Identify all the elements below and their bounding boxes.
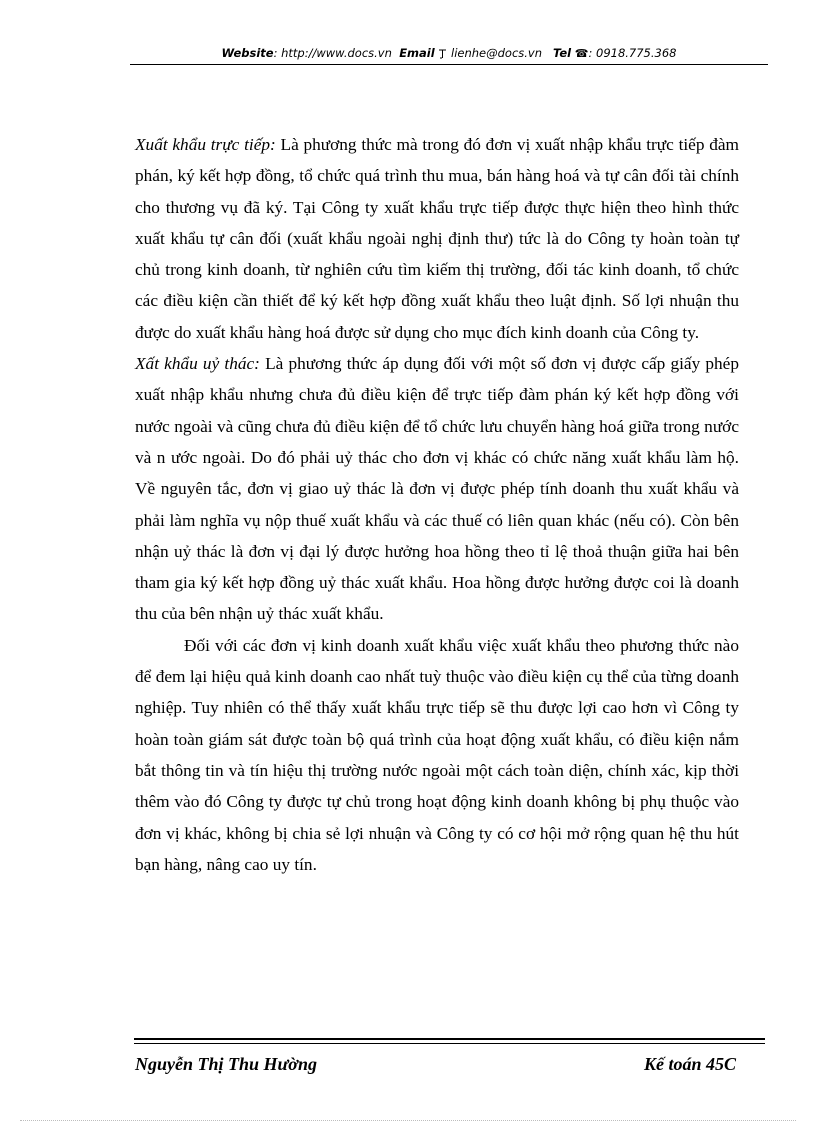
email-label: Email xyxy=(399,46,435,60)
website-label: Website xyxy=(221,46,274,60)
paragraph-comparison: Đối với các đơn vị kinh doanh xuất khẩu việc xuất khẩu theo phương thức nào để đem lại hiệu quả kinh doanh cao nhất tuỳ thuộc vào điều kiện cụ thể của từng doanh nghiệp. Tuy nhiên có thể thấy xuất khẩu trực tiếp sẽ thu được lợi cao hơn vì Công ty hoàn toàn giám sát được toàn bộ quá trình của hoạt động xuất khẩu, có điều kiện nắm bắt thông tin và tín hiệu thị trường nước ngoài một cách toàn diện, chính xác, kịp thời thêm vào đó Công ty được tự chủ trong hoạt động kinh doanh không bị phụ thuộc vào đơn vị khác, không bị chia sẻ lợi nhuận và Công ty có cơ hội mở rộng quan hệ thu hút bạn hàng, nâng cao uy tín. xyxy=(135,635,739,874)
paragraph-lead-direct-export: Xuất khẩu trực tiếp: xyxy=(135,135,276,154)
footer-author: Nguyễn Thị Thu Hường xyxy=(135,1054,317,1074)
website-value[interactable]: : http://www.docs.vn xyxy=(273,46,392,60)
phone-icon: ☎ xyxy=(574,47,589,60)
paragraph-lead-entrusted-export: Xất khẩu uỷ thác: xyxy=(135,354,260,374)
tel-label: Tel xyxy=(553,46,572,60)
paragraph-text-direct-export: Là phương thức mà trong đó đơn vị xuất nhập khẩu trực tiếp đàm phán, ký kết hợp đồng, tổ chức quá trình thu mua, bán hàng hoá và tự cân đối tài chính cho thương vụ đã ký. Tại Công ty xuất khẩu trực tiếp được thực hiện theo hình thức xuất khẩu tự cân đối (xuất khẩu ngoài nghị định thư) tức là do Công ty hoàn toàn tự chủ trong kinh doanh, từ nghiên cứu tìm kiếm thị trường, đối tác kinh doanh, tổ chức các điều kiện cần thiết để ký kết hợp đồng xuất khẩu theo luật định. Số lợi nhuận thu được do xuất khẩu hàng hoá được sử dụng cho mục đích kinh doanh của Công ty. xyxy=(135,135,740,342)
envelope-icon xyxy=(438,46,451,60)
tel-value: : 0918.775.368 xyxy=(588,46,677,60)
footer-divider-thick xyxy=(134,1038,765,1040)
footer-divider-thin xyxy=(134,1043,765,1044)
header-divider xyxy=(130,64,768,65)
paragraph-text-entrusted-export: Là phương thức áp dụng đối với một số đơn vị được cấp giấy phép xuất nhập khẩu nhưng chưa đủ điều kiện để trực tiếp đàm phán ký kết hợp đồng với nước ngoài và cũng chưa đủ điều kiện để tổ chức lưu chuyển hàng hoá giữa trong nước và n ước ngoài. Do đó phải uỷ thác cho đơn vị khác có chức năng xuất khẩu làm hộ. Về nguyên tắc, đơn vị giao uỷ thác là đơn vị được phép tính doanh thu xuất khẩu và phải làm nghĩa vụ nộp thuế xuất khẩu và các thuế có liên quan khác (nếu có). Còn bên nhận uỷ thác là đơn vị đại lý được hưởng hoa hồng theo tỉ lệ thoả thuận giữa hai bên tham gia ký kết hợp đồng uỷ thác xuất khẩu. Hoa hồng được hưởng được coi là doanh thu của bên nhận uỷ thác xuất khẩu. xyxy=(135,354,739,624)
page-bottom-border xyxy=(20,1120,796,1121)
paragraph-entrusted-export xyxy=(135,348,739,630)
email-value[interactable]: lienhe@docs.vn xyxy=(451,46,543,60)
paragraph-direct-export xyxy=(135,129,739,348)
page-header xyxy=(130,46,768,60)
footer-class: Kế toán 45C xyxy=(643,1054,736,1074)
document-body xyxy=(135,129,739,880)
